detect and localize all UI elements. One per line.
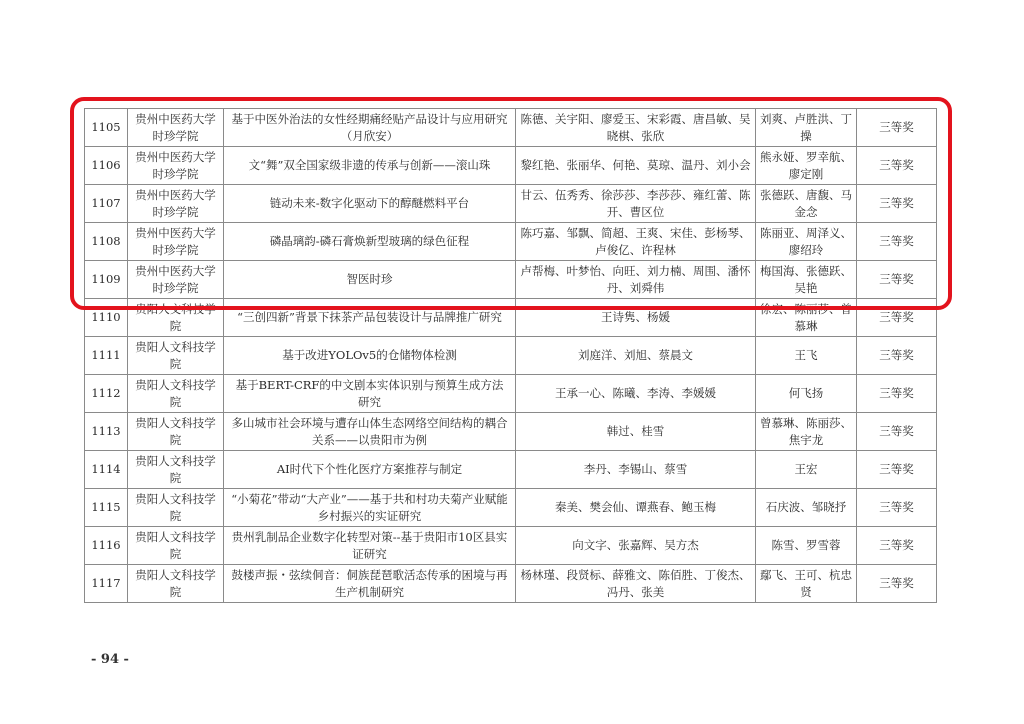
cell-award: 三等奖 [857, 299, 937, 337]
cell-school: 贵阳人文科技学院 [128, 565, 224, 603]
cell-project-title: 基于中医外治法的女性经期痛经贴产品设计与应用研究（月欣安） [224, 109, 516, 147]
table-row [85, 185, 937, 223]
cell-id: 1112 [85, 375, 128, 413]
cell-school: 贵州中医药大学时珍学院 [128, 147, 224, 185]
cell-id: 1117 [85, 565, 128, 603]
table-row [85, 489, 937, 527]
cell-project-title: 磷晶璃韵-磷石膏焕新型玻璃的绿色征程 [224, 223, 516, 261]
cell-members: 王诗隽、杨媛 [516, 299, 756, 337]
cell-id: 1109 [85, 261, 128, 299]
cell-award: 三等奖 [857, 147, 937, 185]
cell-members: 陈德、关宇阳、廖爱玉、宋彩霞、唐昌敏、吴晓棋、张欣 [516, 109, 756, 147]
table-row [85, 299, 937, 337]
cell-id: 1111 [85, 337, 128, 375]
cell-advisors: 张德跃、唐馥、马金念 [756, 185, 857, 223]
cell-project-title: 基于改进YOLOv5的仓储物体检测 [224, 337, 516, 375]
cell-id: 1116 [85, 527, 128, 565]
cell-advisors: 梅国海、张德跃、吴艳 [756, 261, 857, 299]
table-row [85, 109, 937, 147]
table-body [85, 109, 937, 603]
cell-id: 1108 [85, 223, 128, 261]
cell-members: 陈巧嘉、邹飘、简超、王爽、宋佳、彭杨琴、卢俊亿、许程林 [516, 223, 756, 261]
cell-id: 1107 [85, 185, 128, 223]
cell-school: 贵州中医药大学时珍学院 [128, 109, 224, 147]
cell-award: 三等奖 [857, 413, 937, 451]
table-row [85, 261, 937, 299]
cell-advisors: 熊永娅、罗幸航、廖定刚 [756, 147, 857, 185]
cell-advisors: 陈雪、罗雪蓉 [756, 527, 857, 565]
cell-project-title: “三创四新”背景下抹茶产品包装设计与品牌推广研究 [224, 299, 516, 337]
cell-id: 1113 [85, 413, 128, 451]
cell-award: 三等奖 [857, 337, 937, 375]
cell-school: 贵州中医药大学时珍学院 [128, 261, 224, 299]
cell-members: 黎红艳、张丽华、何艳、莫琼、温丹、刘小会 [516, 147, 756, 185]
cell-project-title: 链动未来-数字化驱动下的醇醚燃料平台 [224, 185, 516, 223]
table-row [85, 565, 937, 603]
table-row [85, 451, 937, 489]
cell-project-title: 贵州乳制品企业数字化转型对策--基于贵阳市10区县实证研究 [224, 527, 516, 565]
cell-award: 三等奖 [857, 375, 937, 413]
cell-advisors: 陈丽亚、周泽义、廖绍玲 [756, 223, 857, 261]
cell-award: 三等奖 [857, 185, 937, 223]
table-row [85, 375, 937, 413]
cell-school: 贵阳人文科技学院 [128, 299, 224, 337]
cell-school: 贵阳人文科技学院 [128, 375, 224, 413]
cell-advisors: 何飞扬 [756, 375, 857, 413]
cell-advisors: 曾慕琳、陈丽莎、焦宇龙 [756, 413, 857, 451]
cell-id: 1105 [85, 109, 128, 147]
cell-id: 1115 [85, 489, 128, 527]
cell-award: 三等奖 [857, 109, 937, 147]
cell-members: 秦美、樊会仙、谭燕春、鲍玉梅 [516, 489, 756, 527]
page-number: - 94 - [91, 652, 129, 667]
cell-project-title: 鼓楼声振・弦续侗音：侗族琵琶歌活态传承的困境与再生产机制研究 [224, 565, 516, 603]
cell-advisors: 刘爽、卢胜洪、丁操 [756, 109, 857, 147]
cell-project-title: AI时代下个性化医疗方案推荐与制定 [224, 451, 516, 489]
cell-id: 1110 [85, 299, 128, 337]
cell-award: 三等奖 [857, 489, 937, 527]
table-row [85, 527, 937, 565]
cell-advisors: 鄢飞、王可、杭忠贤 [756, 565, 857, 603]
cell-project-title: “小菊花”带动“大产业”——基于共和村功夫菊产业赋能乡村振兴的实证研究 [224, 489, 516, 527]
cell-advisors: 石庆波、邹晓抒 [756, 489, 857, 527]
table-row [85, 223, 937, 261]
cell-school: 贵阳人文科技学院 [128, 451, 224, 489]
cell-advisors: 王宏 [756, 451, 857, 489]
cell-id: 1114 [85, 451, 128, 489]
cell-project-title: 多山城市社会环境与遭存山体生态网络空间结构的耦合关系——以贵阳市为例 [224, 413, 516, 451]
cell-id: 1106 [85, 147, 128, 185]
cell-award: 三等奖 [857, 451, 937, 489]
cell-advisors: 徐宏、陈丽莎、曾慕琳 [756, 299, 857, 337]
cell-award: 三等奖 [857, 565, 937, 603]
cell-school: 贵阳人文科技学院 [128, 527, 224, 565]
cell-members: 甘云、伍秀秀、徐莎莎、李莎莎、雍红蕾、陈开、曹区位 [516, 185, 756, 223]
cell-school: 贵州中医药大学时珍学院 [128, 185, 224, 223]
cell-members: 卢帮梅、叶梦怡、向旺、刘力楠、周围、潘怀丹、刘舜伟 [516, 261, 756, 299]
cell-advisors: 王飞 [756, 337, 857, 375]
cell-project-title: 文“舞”双全国家级非遗的传承与创新——滚山珠 [224, 147, 516, 185]
cell-school: 贵阳人文科技学院 [128, 337, 224, 375]
cell-members: 向文字、张嘉辉、吴方杰 [516, 527, 756, 565]
cell-members: 刘庭洋、刘旭、蔡晨文 [516, 337, 756, 375]
cell-award: 三等奖 [857, 223, 937, 261]
cell-project-title: 智医时珍 [224, 261, 516, 299]
cell-school: 贵州中医药大学时珍学院 [128, 223, 224, 261]
cell-members: 李丹、李锡山、蔡雪 [516, 451, 756, 489]
cell-project-title: 基于BERT-CRF的中文剧本实体识别与预算生成方法研究 [224, 375, 516, 413]
cell-school: 贵阳人文科技学院 [128, 489, 224, 527]
cell-school: 贵阳人文科技学院 [128, 413, 224, 451]
cell-members: 韩过、桂雪 [516, 413, 756, 451]
cell-members: 杨林瑾、段贤标、薛雅文、陈佰胜、丁俊杰、冯丹、张美 [516, 565, 756, 603]
cell-award: 三等奖 [857, 261, 937, 299]
cell-award: 三等奖 [857, 527, 937, 565]
table-row [85, 337, 937, 375]
award-table [84, 108, 937, 603]
cell-members: 王承一心、陈曦、李涛、李媛媛 [516, 375, 756, 413]
table-row [85, 413, 937, 451]
table-row [85, 147, 937, 185]
